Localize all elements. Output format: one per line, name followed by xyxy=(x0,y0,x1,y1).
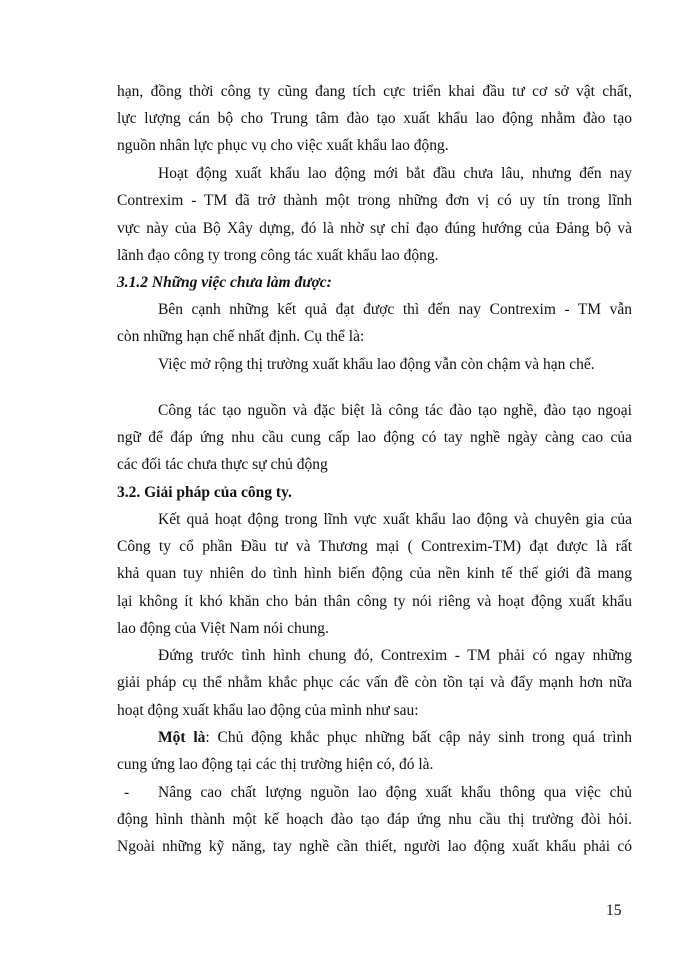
paragraph-line: Ngoài những kỹ năng, tay nghề cần thiết, người lao động xuất khẩu phải có xyxy=(117,838,632,855)
paragraph-text: : Chủ động khắc phục những bất cập nảy sinh trong quá trình xyxy=(205,729,632,746)
paragraph-line: ngữ để đáp ứng nhu cầu cung cấp lao động có tay nghề ngày càng cao của xyxy=(117,429,632,446)
paragraph-line: các đối tác chưa thực sự chủ động xyxy=(117,456,328,473)
paragraph-line: động hình thành một kế hoạch đào tạo đáp ứng nhu cầu thị trường đòi hỏi. xyxy=(117,811,632,828)
page-number: 15 xyxy=(606,902,622,919)
paragraph-line: Việc mở rộng thị trường xuất khẩu lao động vẫn còn chậm và hạn chế. xyxy=(158,356,595,373)
bullet-dash: - xyxy=(124,784,130,801)
section-heading-3-1-2: 3.1.2 Những việc chưa làm được: xyxy=(117,274,332,291)
paragraph-line: khả quan tuy nhiên do tình hình biến động của nền kinh tế thế giới đã mang xyxy=(117,565,632,582)
paragraph-line: Công ty cổ phần Đầu tư và Thương mại ( Contrexim-TM) đạt được là rất xyxy=(117,538,632,555)
paragraph-line: Đứng trước tình hình chung đó, Contrexim - TM phải có ngay những xyxy=(158,647,632,664)
emphasis-lead: Một là xyxy=(158,729,206,746)
paragraph-line: Nâng cao chất lượng nguồn lao động xuất khẩu thông qua việc chủ xyxy=(158,784,632,801)
paragraph-line: nguồn nhân lực phục vụ cho việc xuất khẩu lao động. xyxy=(117,137,449,154)
paragraph-line: Bên cạnh những kết quả đạt được thì đến nay Contrexim - TM vẫn xyxy=(158,301,632,318)
paragraph-line: cung ứng lao động tại các thị trường hiện có, đó là. xyxy=(117,756,434,773)
paragraph-line: lãnh đạo công ty trong công tác xuất khẩu lao động. xyxy=(117,247,439,264)
paragraph-line: giải pháp cụ thể nhằm khắc phục các vấn đề còn tồn tại và đẩy mạnh hơn nữa xyxy=(117,674,632,691)
paragraph-line: lực lượng cán bộ cho Trung tâm đào tạo xuất khẩu lao động nhằm đào tạo xyxy=(117,110,632,127)
paragraph-line: Hoạt động xuất khẩu lao động mới bắt đầu chưa lâu, nhưng đến nay xyxy=(158,165,632,182)
paragraph-line: Kết quả hoạt động trong lĩnh vực xuất khẩu lao động và chuyên gia của xyxy=(158,511,632,528)
paragraph-line: lại không ít khó khăn cho bản thân công ty nói riêng và hoạt động xuất khẩu xyxy=(117,593,632,610)
paragraph-line: lao động của Việt Nam nói chung. xyxy=(117,620,329,637)
paragraph-line: Contrexim - TM đã trở thành một trong những đơn vị có uy tín trong lĩnh xyxy=(117,192,632,209)
paragraph-line: Công tác tạo nguồn và đặc biệt là công tác đào tạo nghề, đào tạo ngoại xyxy=(158,402,632,419)
section-heading-3-2: 3.2. Giải pháp của công ty. xyxy=(117,484,292,501)
paragraph-line: hạn, đồng thời công ty cũng đang tích cực triển khai đầu tư cơ sở vật chất, xyxy=(117,83,632,100)
paragraph-line: còn những hạn chế nhất định. Cụ thể là: xyxy=(117,328,365,345)
paragraph-line xyxy=(158,727,632,749)
paragraph-line: hoạt động xuất khẩu lao động của mình như sau: xyxy=(117,702,419,719)
paragraph-line: vực này của Bộ Xây dựng, đó là nhờ sự chỉ đạo đúng hướng của Đảng bộ và xyxy=(117,220,632,237)
